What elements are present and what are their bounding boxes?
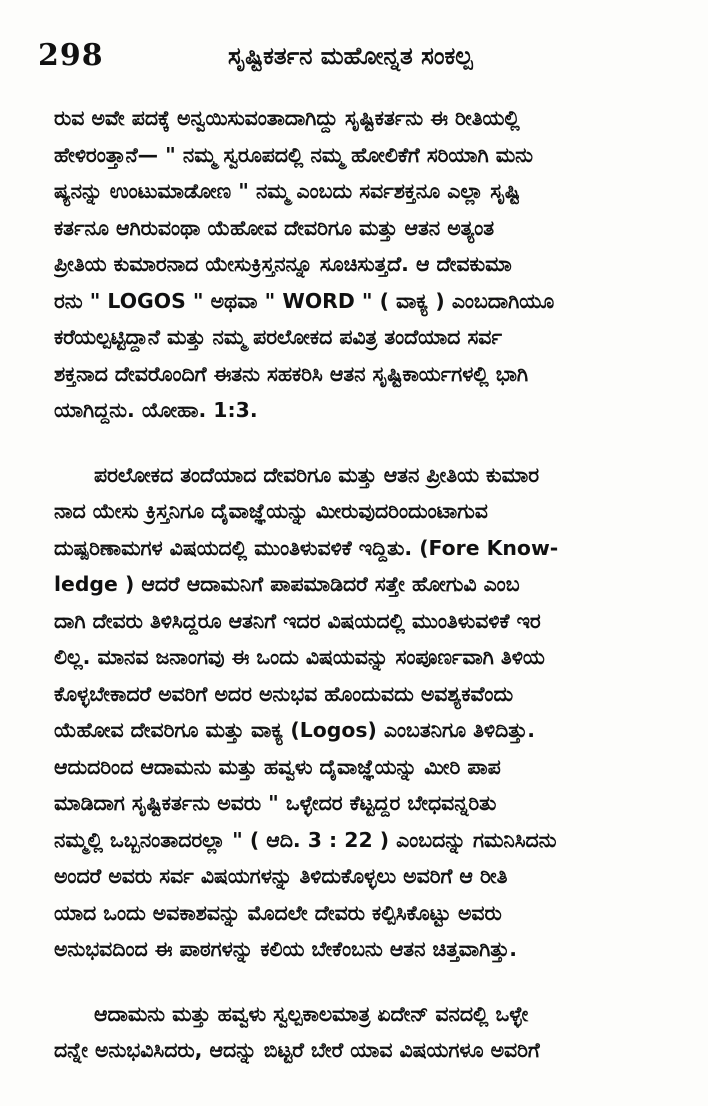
text-line: ಹೇಳಿರಂತ್ತಾನೆ— " ನಮ್ಮ ಸ್ವರೂಪದಲ್ಲಿ ನಮ್ಮ ಹೋಲಿಕೆಗೆ ಸರಿಯಾಗಿ ಮನು — [54, 142, 533, 167]
text-line: ಅಂದರೆ ಅವರು ಸರ್ವ ವಿಷಯಗಳನ್ನು ತಿಳಿದುಕೊಳ್ಳಲು ಅವರಿಗೆ ಆ ರೀತಿ — [54, 864, 508, 888]
text-line: ಆದಾಮನು ಮತ್ತು ಹವ್ವಳು ಸ್ವಲ್ಪಕಾಲಮಾತ್ರ ಏದೇನ್ ವನದಲ್ಲಿ ಒಳ್ಳೇ — [94, 1001, 529, 1026]
text-line: ರನು " LOGOS " ಅಥವಾ " WORD " ( ವಾಕ್ಯ ) ಎಂಬದಾಗಿಯೂ — [54, 288, 555, 313]
text-line: ದನ್ನೇ ಅನುಭವಿಸಿದರು, ಆದನ್ನು ಬಿಟ್ಟರೆ ಬೇರೆ ಯಾವ ವಿಷಯಗಳೂ ಅವರಿಗೆ — [54, 1038, 540, 1062]
body-text — [54, 100, 670, 1069]
page-header — [38, 38, 668, 82]
text-line: ಯಾಗಿದ್ದನು. ಯೋಹಾ. 1:3. — [54, 398, 258, 422]
running-title: ಸೃಷ್ಟಿಕರ್ತನ ಮಹೋನ್ನತ ಸಂಕಲ್ಪ — [228, 42, 473, 70]
text-line: ದಾಗಿ ದೇವರು ತಿಳಿಸಿದ್ದರೂ ಆತನಿಗೆ ಇದರ ವಿಷಯದಲ್ಲಿ ಮುಂತಿಳುವಳಿಕೆ ಇರ — [54, 608, 541, 633]
paragraph-gap — [64, 429, 670, 457]
text-line: ಷ್ಯನನ್ನು ಉಂಟುಮಾಡೋಣ " ನಮ್ಮ ಎಂಬದು ಸರ್ವಶಕ್ತನೂ ಎಲ್ಲಾ ಸೃಷ್ಟಿ — [54, 179, 521, 203]
text-line: ದುಷ್ಪರಿಣಾಮಗಳ ವಿಷಯದಲ್ಲಿ ಮುಂತಿಳುವಳಿಕೆ ಇದ್ದಿತು. (Fore Know- — [54, 535, 559, 560]
text-line: ಕರೆಯಲ್ಪಟ್ಟಿದ್ದಾನೆ ಮತ್ತು ನಮ್ಮ ಪರಲೋಕದ ಪವಿತ್ರ ತಂದೆಯಾದ ಸರ್ವ — [54, 325, 502, 349]
text-line: ರುವ ಅವೇ ಪದಕ್ಕೆ ಅನ್ವಯಿಸುವಂತಾದಾಗಿದ್ದು ಸೃಷ್ಟಿಕರ್ತನು ಈ ರೀತಿಯಲ್ಲಿ — [54, 106, 520, 130]
text-line: ಕೊಳ್ಳಬೇಕಾದರೆ ಅವರಿಗೆ ಅದರ ಅನುಭವ ಹೊಂದುವದು ಅವಶ್ಯಕವೆಂದು — [54, 681, 514, 706]
text-line: ಮಾಡಿದಾಗ ಸೃಷ್ಟಿಕರ್ತನು ಅವರು " ಒಳ್ಳೇದರ ಕೆಟ್ಟದ್ದರ ಬೇಧವನ್ನರಿತು — [54, 791, 497, 815]
paragraph-gap — [64, 968, 670, 996]
text-line: ಶಕ್ತನಾದ ದೇವರೊಂದಿಗೆ ಈತನು ಸಹಕರಿಸಿ ಆತನ ಸೃಷ್ಟಿಕಾರ್ಯಗಳಲ್ಲಿ ಭಾಗಿ — [54, 361, 529, 386]
text-line: ನಾದ ಯೇಸು ಕ್ರಿಸ್ತನಿಗೂ ದೈವಾಜ್ಞೆಯನ್ನು ಮೀರುವುದರಿಂದುಂಟಾಗುವ — [54, 499, 488, 523]
text-line: ಯಾದ ಒಂದು ಅವಕಾಶವನ್ನು ಮೊದಲೇ ದೇವರು ಕಲ್ಪಿಸಿಕೊಟ್ಟು ಅವರು — [54, 900, 502, 925]
text-line: ನಮ್ಮಲ್ಲಿ ಒಬ್ಬನಂತಾದರಲ್ಲಾ " ( ಆದಿ. 3 : 22 ) ಎಂಬದನ್ನು ಗಮನಿಸಿದನು — [54, 827, 557, 852]
text-line: ledge ) ಆದರೆ ಆದಾಮನಿಗೆ ಪಾಪಮಾಡಿದರೆ ಸತ್ತೇ ಹೋಗುವಿ ಎಂಬ — [54, 572, 520, 596]
paragraph-3 — [54, 996, 670, 1069]
paragraph-1 — [54, 100, 670, 429]
text-line: ಯೆಹೋವ ದೇವರಿಗೂ ಮತ್ತು ವಾಕ್ಯ (Logos) ಎಂಬತನಿಗೂ ತಿಳಿದಿತ್ತು. — [54, 718, 535, 742]
page-number: 298 — [38, 38, 104, 73]
text-line: ಆದುದರಿಂದ ಆದಾಮನು ಮತ್ತು ಹವ್ವಳು ದೈವಾಜ್ಞೆಯನ್ನು ಮೀರಿ ಪಾಪ — [54, 754, 501, 779]
text-line: ಪ್ರೀತಿಯ ಕುಮಾರನಾದ ಯೇಸುಕ್ರಿಸ್ತನನ್ನೂ ಸೂಚಿಸುತ್ತದೆ. ಆ ದೇವಕುಮಾ — [54, 252, 512, 276]
text-line: ಕರ್ತನೂ ಆಗಿರುವಂಥಾ ಯೆಹೋವ ದೇವರಿಗೂ ಮತ್ತು ಆತನ ಅತ್ಯಂತ — [54, 215, 495, 240]
text-line: ಅನುಭವದಿಂದ ಈ ಪಾಠಗಳನ್ನು ಕಲಿಯ ಬೇಕೆಂಬನು ಆತನ ಚಿತ್ತವಾಗಿತ್ತು. — [54, 937, 518, 961]
paragraph-2 — [54, 457, 670, 968]
text-line: ಲಿಲ್ಲ. ಮಾನವ ಜನಾಂಗವು ಈ ಒಂದು ವಿಷಯವನ್ನು ಸಂಪೂರ್ಣವಾಗಿ ತಿಳಿಯ — [54, 645, 545, 669]
text-line: ಪರಲೋಕದ ತಂದೆಯಾದ ದೇವರಿಗೂ ಮತ್ತು ಆತನ ಪ್ರೀತಿಯ ಕುಮಾರ — [94, 462, 540, 487]
